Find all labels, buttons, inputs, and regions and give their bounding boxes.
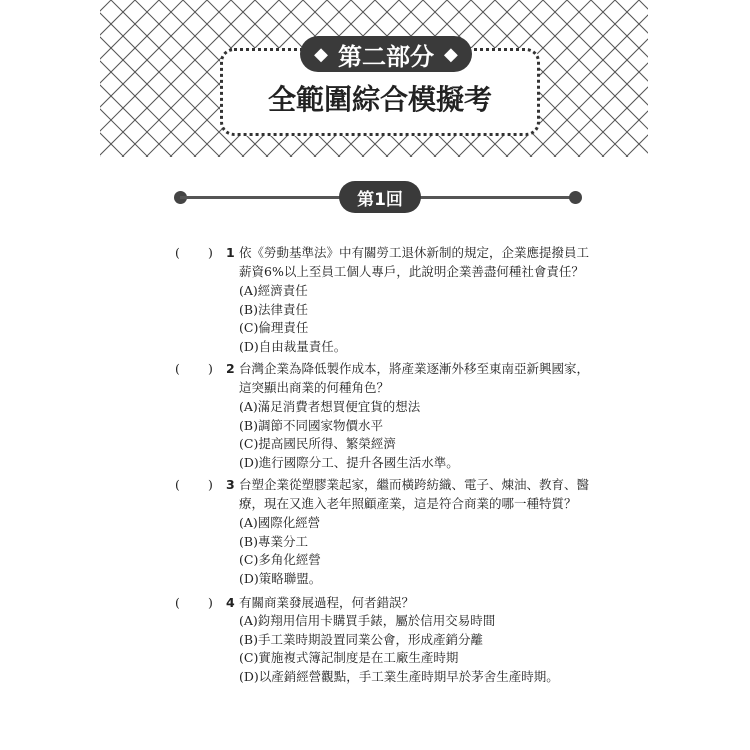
- question-number: 1: [226, 245, 235, 260]
- option-d: (D)策略聯盟。: [239, 570, 322, 586]
- question-stem: 台塑企業從塑膠業起家，繼而橫跨紡織、電子、煉油、教育、醫療，現在又進入老年照顧產業，這是符合商業的哪一種特質？: [239, 477, 590, 511]
- line-end-dot-icon: [569, 191, 582, 204]
- option-d: (D)進行國際分工、提升各國生活水準。: [239, 454, 459, 470]
- option-list: [239, 514, 589, 588]
- option-b: (B)法律責任: [239, 301, 308, 317]
- option-b: (B)專業分工: [239, 533, 308, 549]
- answer-blank-open[interactable]: (: [175, 477, 180, 492]
- part-label: 第二部分: [338, 42, 434, 71]
- option-b: (B)調節不同國家物價水平: [239, 417, 383, 433]
- option-c: (C)倫理責任: [239, 320, 309, 335]
- option-b: (B)手工業時期設置同業公會，形成產銷分離: [239, 631, 483, 647]
- option-a: (A)鈞翔用信用卡購買手錶，屬於信用交易時間: [239, 613, 496, 628]
- part-badge: [300, 36, 472, 72]
- answer-blank-open[interactable]: (: [175, 245, 180, 260]
- answer-blank-open[interactable]: (: [175, 595, 180, 610]
- page-title: 全範圍綜合模擬考: [267, 83, 492, 116]
- answer-blank-close: ): [208, 477, 213, 492]
- answer-blank-close: ): [208, 361, 213, 376]
- round-badge: 第1回: [339, 181, 421, 213]
- question-number: 3: [226, 477, 235, 492]
- divider-right: [405, 196, 575, 199]
- option-list: [239, 612, 589, 686]
- divider-left: [180, 196, 340, 199]
- question-number: 4: [226, 595, 235, 610]
- option-c: (C)提高國民所得、繁榮經濟: [239, 436, 396, 451]
- question-stem: 有關商業發展過程，何者錯誤？: [239, 595, 415, 610]
- answer-blank-close: ): [208, 595, 213, 610]
- question-number: 2: [226, 361, 235, 376]
- answer-blank-open[interactable]: (: [175, 361, 180, 376]
- option-c: (C)實施複式簿記制度是在工廠生產時期: [239, 650, 459, 665]
- option-list: [239, 398, 589, 472]
- question-stem: 台灣企業為降低製作成本，將產業逐漸外移至東南亞新興國家，這突顯出商業的何種角色？: [239, 361, 590, 395]
- option-d: (D)以產銷經營觀點，手工業生產時期早於茅舍生產時期。: [239, 668, 559, 684]
- option-a: (A)經濟責任: [239, 283, 308, 298]
- diamond-dot-icon: ◆: [444, 43, 458, 65]
- option-c: (C)多角化經營: [239, 552, 321, 567]
- option-a: (A)國際化經營: [239, 515, 321, 530]
- diamond-dot-icon: ◆: [314, 43, 328, 65]
- question-stem: 依《勞動基準法》中有關勞工退休新制的規定，企業應提撥員工薪資6%以上至員工個人專戶，此說明企業善盡何種社會責任？: [239, 245, 590, 279]
- option-a: (A)滿足消費者想買便宜貨的想法: [239, 399, 421, 414]
- option-d: (D)自由裁量責任。: [239, 338, 347, 354]
- answer-blank-close: ): [208, 245, 213, 260]
- option-list: [239, 282, 589, 356]
